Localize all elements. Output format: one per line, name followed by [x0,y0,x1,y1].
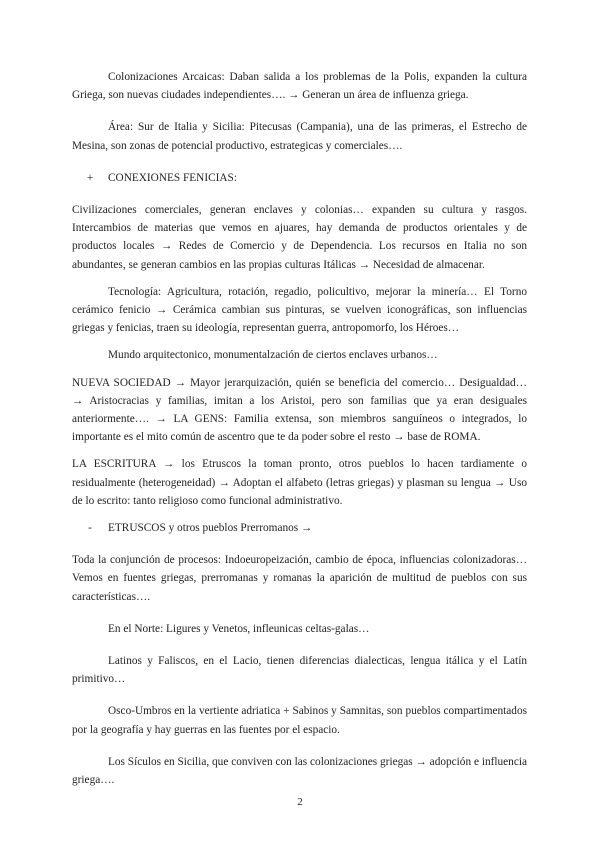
paragraph-civilizaciones: Civilizaciones comerciales, generan enclaves y colonias… expanden su cultura y rasgos. Intercambios de materias que vemos en ajuares, hay demanda de productos orientales y de productos locales → Redes de Comercio y de Dependencia. Los recursos en Italia no son abundantes, se generan cambios en las propias culturas Itálicas → Necesidad de almacenar. [72,204,527,271]
bullet-mark: + [86,171,94,184]
paragraph-tecnologia: Tecnología: Agricultura, rotación, regadio, policultivo, mejorar la minería… El Torno cerámico fenicio → Cerámica cambian sus pinturas, se vuelven iconográficas, son influencias griegas y fenicias, traen su ideología, representan guerra, antropomorfo, los Héroes… [72,285,527,335]
page-number: 2 [297,796,303,808]
bullet-mark: - [88,522,92,535]
heading-etruscos [72,519,527,537]
document-page [72,68,527,789]
paragraph-conjuncion: Toda la conjunción de procesos: Indoeuropeización, cambio de época, influencias colonizadoras… Vemos en fuentes griegas, prerromanas y romanas la aparición de multitud de pueblos con sus características…. [72,554,527,603]
paragraph-osco-umbros: Osco-Umbros en la vertiente adriatica + Sabinos y Samnitas, son pueblos compartimentados por la geografía y hay guerras en las fuentes por el espacio. [72,705,527,736]
paragraph-latinos: Latinos y Faliscos, en el Lacio, tienen diferencias dialecticas, lengua itálica y el Latín primitivo… [72,655,527,686]
paragraph-colonizaciones: Colonizaciones Arcaicas: Daban salida a los problemas de la Polis, expanden la cultura Griega, son nuevas ciudades independientes…. → Generan un área de influenza griega. [72,71,527,102]
paragraph-norte: En el Norte: Ligures y Venetos, infleunicas celtas-galas… [108,622,370,635]
paragraph-siculos: Los Sículos en Sicilia, que conviven con las colonizaciones griegas → adopción e influencia griega…. [72,755,527,787]
heading-conexiones-fenicias [72,169,527,187]
paragraph-area: Área: Sur de Italia y Sicilia: Pitecusas (Campania), una de las primeras, el Estrecho de Mesina, son zonas de potencial productivo, estrategicas y comerciales…. [72,121,527,152]
paragraph-mundo-arquitectonico: Mundo arquitectonico, monumentalzación de ciertos enclaves urbanos… [108,349,438,362]
paragraph-nueva-sociedad: NUEVA SOCIEDAD → Mayor jerarquización, quién se beneficia del comercio… Desigualdad… → Aristocracias y familias, imitan a los Aristoi, pero son familias que ya eran desiguales anteriormente…. → LA GENS: Familia extensa, son miembros sanguíneos o integrados, lo importante es el mito común de ascentro que te da poder sobre el resto → base de ROMA. [72,376,527,444]
paragraph-la-escritura: LA ESCRITURA → los Etruscos la toman pronto, otros pueblos lo hacen tardiamente o residualmente (heterogeneidad) → Adoptan el alfabeto (letras griegas) y plasman su lengua → Uso de lo escrito: tanto religioso como funcional administrativo. [72,458,527,507]
heading-text: CONEXIONES FENICIAS: [108,171,237,184]
heading-text: ETRUSCOS y otros pueblos Prerromanos → [108,522,313,535]
